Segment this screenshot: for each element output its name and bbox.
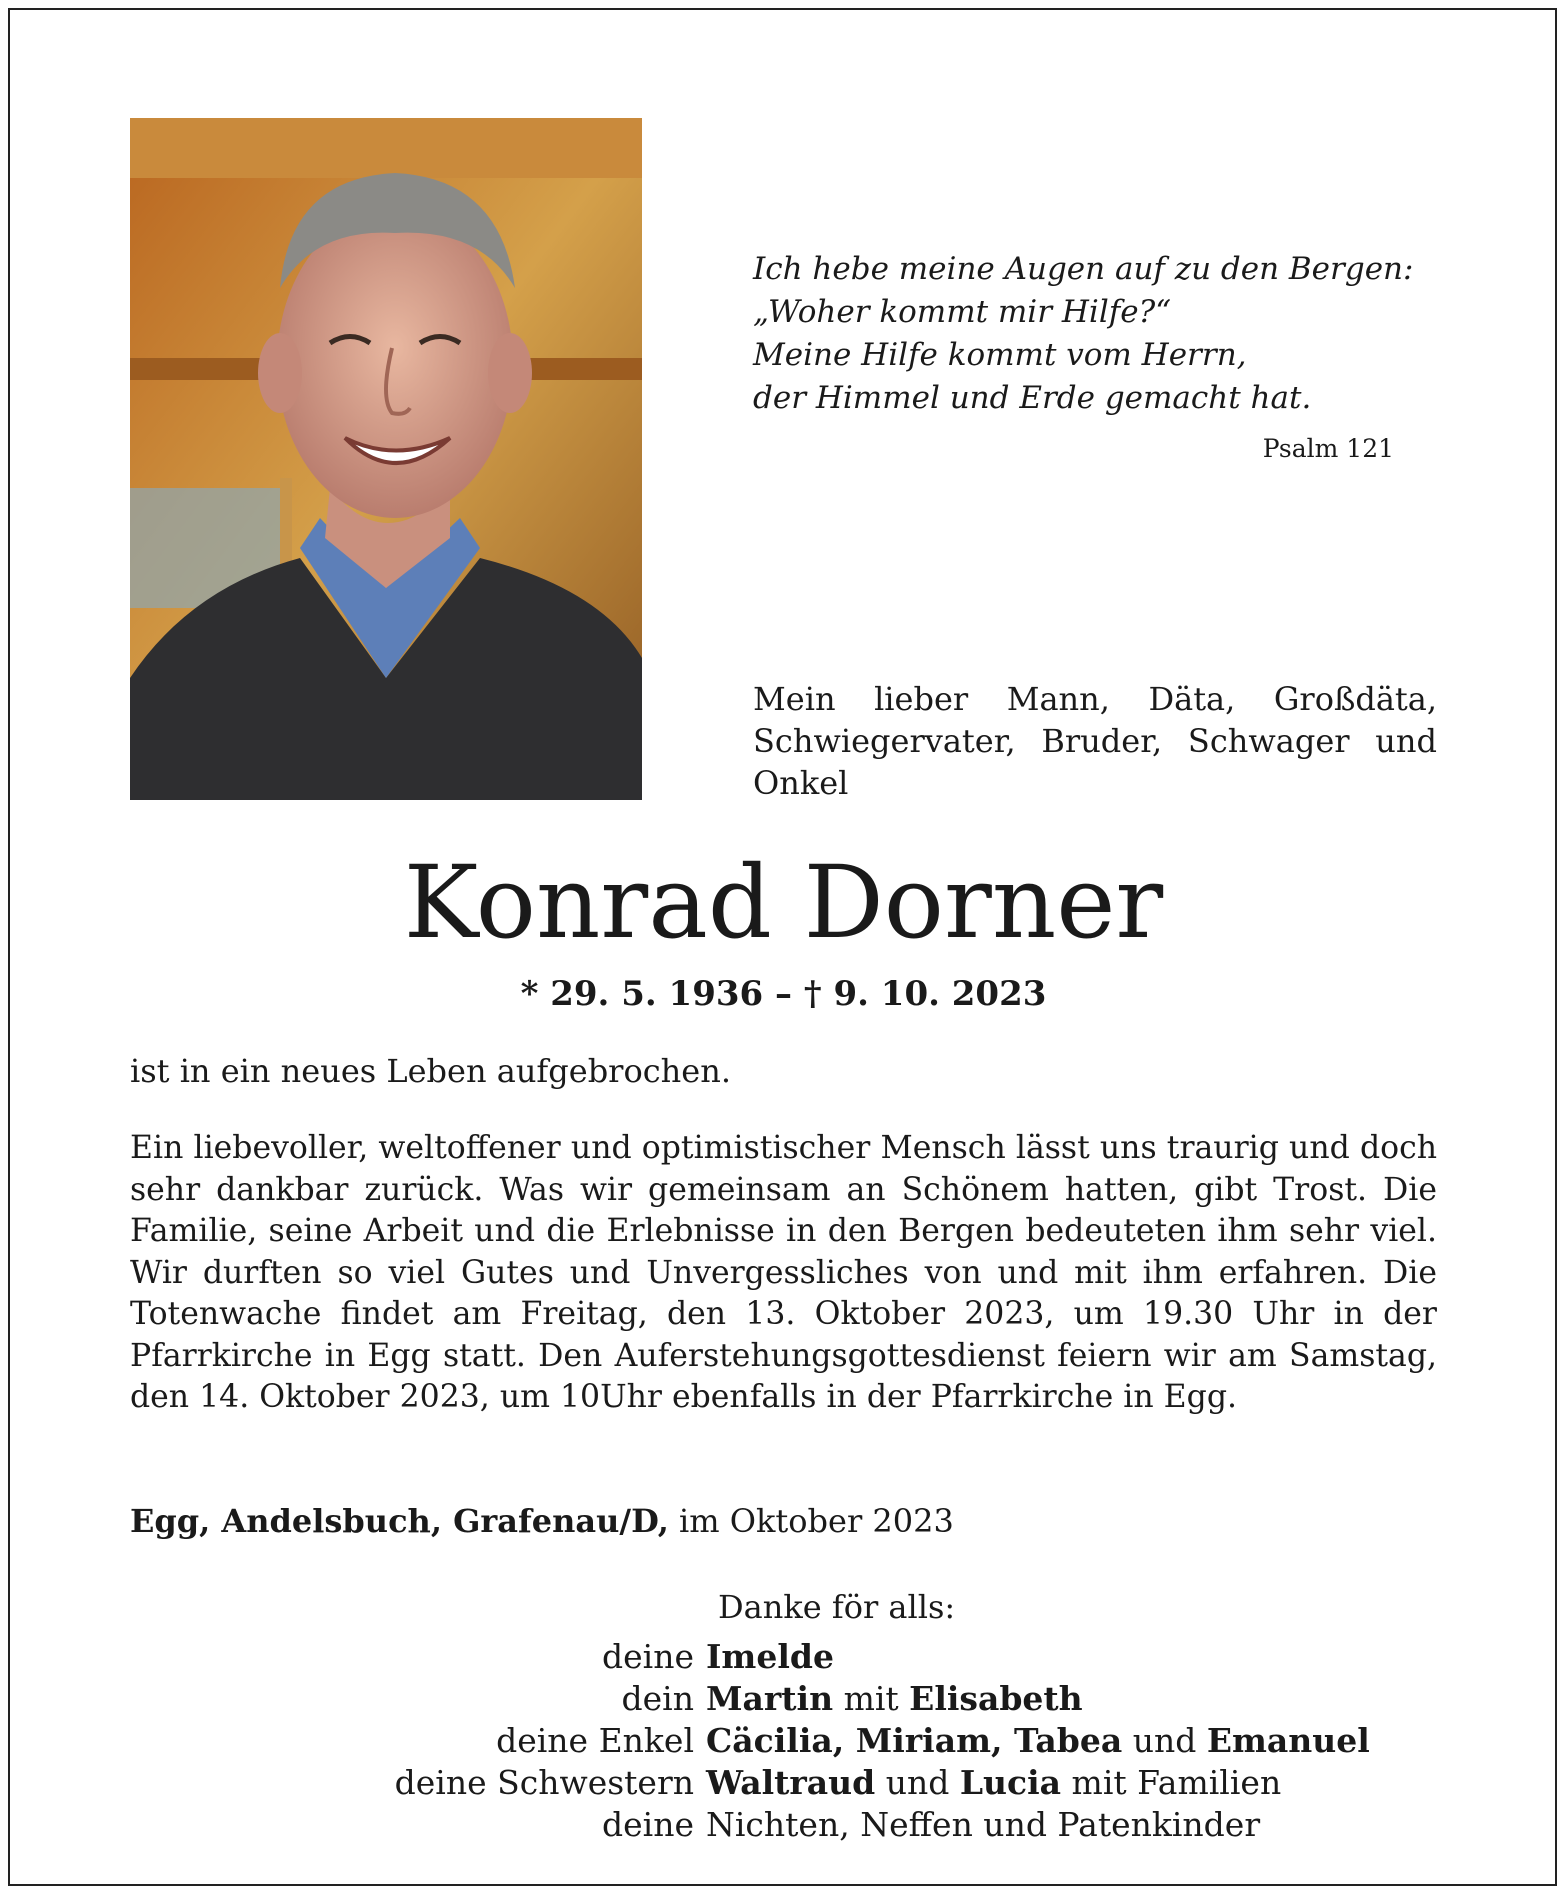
subline: ist in ein neues Leben aufgebrochen. [130,1052,731,1090]
thanks-line: Danke för alls: [718,1588,956,1626]
signature-relation: deine Schwestern [394,1763,694,1802]
quote-line: „Woher kommt mir Hilfe?“ [753,294,1172,330]
signature-relation: deine Enkel [496,1721,694,1760]
quote-line: Meine Hilfe kommt vom Herrn, [753,337,1247,373]
relationship-intro: Mein lieber Mann, Däta, Großdäta, Schwiegervater, Bruder, Schwager und Onkel [753,680,1437,802]
signature-name: Elisabeth [909,1679,1083,1718]
signature-connector: mit [833,1679,910,1718]
signature-relation: dein [621,1679,694,1718]
quote-line: der Himmel und Erde gemacht hat. [753,380,1312,416]
signature-name: Imelde [706,1637,834,1676]
signature-relation: deine [602,1637,694,1676]
signature-names [706,1678,1083,1720]
quote-source: Psalm 121 [1262,434,1394,463]
signature-names [706,1804,1260,1846]
signature-name: Cäcilia, Miriam, Tabea [706,1721,1123,1760]
signature-name: Martin [706,1679,834,1718]
signature-row [0,1678,1567,1720]
signature-connector: Nichten, Neffen und Patenkinder [706,1805,1261,1844]
signature-connector: und [1122,1721,1207,1760]
portrait-photo [130,118,642,800]
signature-relation: deine [602,1805,694,1844]
signature-row [0,1720,1567,1762]
life-dates: * 29. 5. 1936 – † 9. 10. 2023 [520,974,1047,1014]
deceased-name: Konrad Dorner [403,844,1164,961]
obituary-body: Ein liebevoller, weltoffener und optimistischer Mensch lässt uns traurig und doch sehr dankbar zurück. Was wir gemeinsam an Schönem hatten, gibt Trost. Die Familie, seine Arbeit und die Erlebnisse in den Bergen bedeuteten ihm sehr viel. Wir durften so viel Gutes und Unvergessliches von und mit ihm erfahren. Die Totenwache findet am Freitag, den 13. Oktober 2023, um 19.30 Uhr in der Pfarrkirche in Egg statt. Den Auferstehungsgottesdienst feiern wir am Samstag, den 14. Oktober 2023, um 10Uhr ebenfalls in der Pfarrkirche in Egg. [130,1130,1437,1415]
place-towns: Egg, Andelsbuch, Grafenau/D, [130,1502,669,1540]
signature-row [0,1762,1567,1804]
signature-names [706,1762,1281,1804]
place-date: im Oktober 2023 [668,1502,954,1540]
signature-name: Waltraud [706,1763,876,1802]
signature-names [706,1720,1370,1762]
signature-list [0,1636,1567,1846]
signature-name: Lucia [959,1763,1062,1802]
signature-row [0,1804,1567,1846]
signature-connector: mit Familien [1061,1763,1282,1802]
signature-row [0,1636,1567,1678]
signature-connector: und [875,1763,960,1802]
signature-name: Emanuel [1206,1721,1370,1760]
psalm-quote [753,248,1453,420]
place-and-date [130,1502,954,1540]
quote-line: Ich hebe meine Augen auf zu den Bergen: [753,251,1414,287]
signature-names [706,1636,834,1678]
